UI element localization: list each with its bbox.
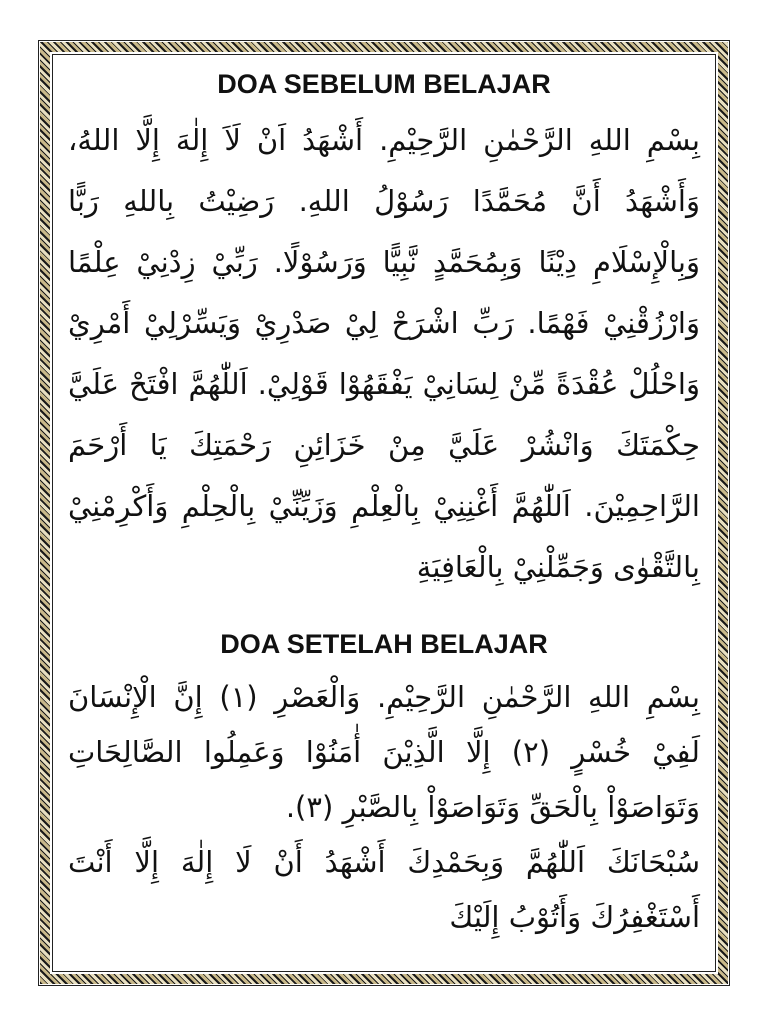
title-doa-sebelum-belajar: DOA SEBELUM BELAJAR	[217, 69, 551, 99]
section-gap	[64, 598, 704, 618]
title-doa-setelah-belajar: DOA SETELAH BELAJAR	[220, 629, 548, 659]
doa-penutup-text: سُبْحَانَكَ اَللّٰهُمَّ وَبِحَمْدِكَ أَشْهَدُ أَنْ لَا إِلٰهَ إِلَّا أَنْتَ أَسْتَغْفِرُكَ وَأَتُوْبُ إِلَيْكَ	[68, 845, 700, 934]
doa-setelah-belajar-text: بِسْمِ اللهِ الرَّحْمٰنِ الرَّحِيْمِ. وَالْعَصْرِ (١) إِنَّ الْإِنْسَانَ لَفِيْ خُسْرٍ (٢) إِلَّا الَّذِيْنَ أٰمَنُوْا وَعَمِلُوا الصَّالِحَاتِ وَتَوَاصَوْاْ بِالْحَقِّ وَتَوَاصَوْاْ بِالصَّبْرِ (٣).	[68, 680, 700, 824]
doa-sebelum-belajar-text: بِسْمِ اللهِ الرَّحْمٰنِ الرَّحِيْمِ. أَشْهَدُ اَنْ لَاَ إِلٰهَ إِلَّا اللهُ، وَأَشْهَدُ أَنَّ مُحَمَّدًا رَسُوْلُ اللهِ. رَضِيْتُ بِاللهِ رَبًّا وَبِالْإِسْلَامِ دِيْنًا وَبِمُحَمَّدٍ نَّبِيًّا وَرَسُوْلًا. رَبِّيْ زِدْنِيْ عِلْمًا وَارْزُقْنِيْ فَهْمًا. رَبِّ اشْرَحْ لِيْ صَدْرِيْ وَيَسِّرْلِيْ أَمْرِيْ وَاحْلُلْ عُقْدَةً مِّنْ لِسَانِيْ يَفْقَهُوْا قَوْلِيْ. اَللّٰهُمَّ افْتَحْ عَلَيَّ حِكْمَتَكَ وَانْشُرْ عَلَيَّ مِنْ خَزَائِنِ رَحْمَتِكَ يَا أَرْحَمَ الرَّاحِمِيْنَ. اَللّٰهُمَّ أَغْنِنِيْ بِالْعِلْمِ وَزَيِّنِّيْ بِالْحِلْمِ وَأَكْرِمْنِيْ بِالتَّقْوٰى وَجَمِّلْنِيْ بِالْعَافِيَةِ	[68, 123, 700, 584]
content	[64, 58, 704, 968]
